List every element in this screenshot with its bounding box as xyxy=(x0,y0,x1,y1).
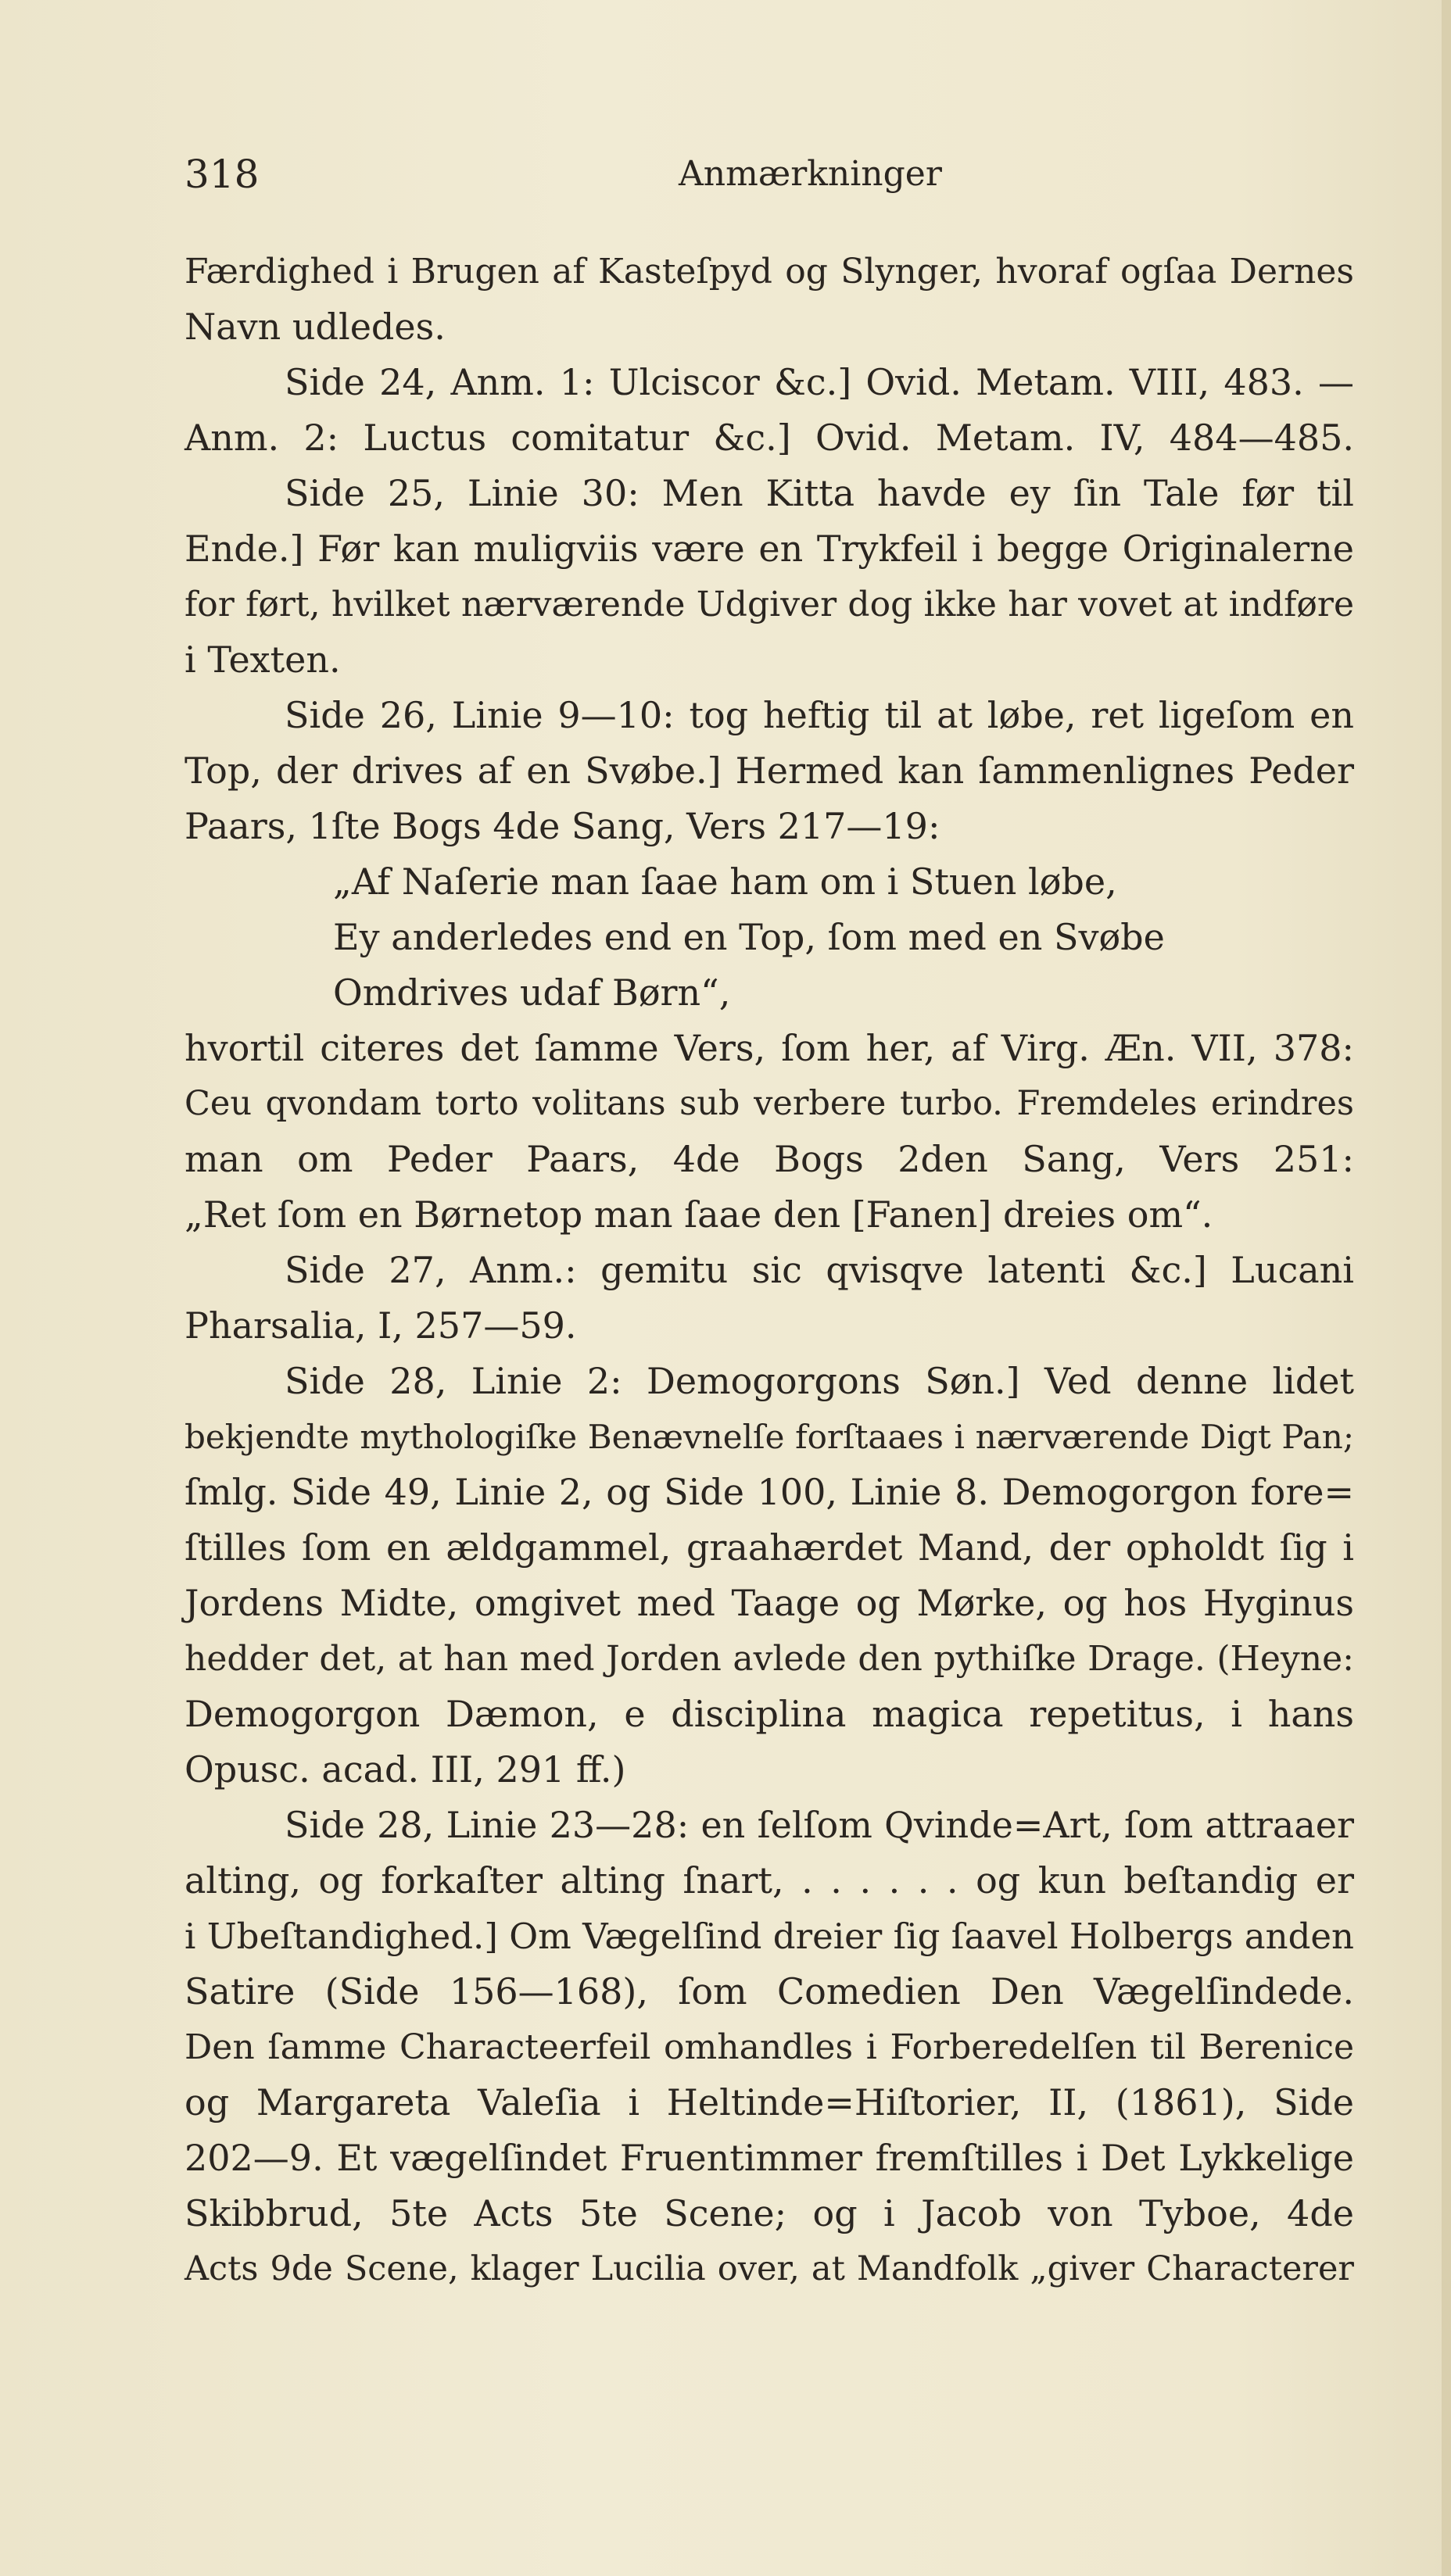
text-line: i Texten. xyxy=(185,639,341,681)
text-line: Side 26, Linie 9—10: tog heftig til at løbe, ret ligeſom en xyxy=(285,694,1354,736)
text-line: Demogorgon Dæmon, e disciplina magica repetitus, i hans xyxy=(185,1693,1354,1735)
text-line: Ey anderledes end en Top, ſom med en Svøbe xyxy=(333,916,1165,958)
text-line: Side 28, Linie 23—28: en ſelſom Qvinde=Art, ſom attraaer xyxy=(285,1804,1354,1846)
text-line: Side 24, Anm. 1: Ulciscor &c.] Ovid. Metam. VIII, 483. — xyxy=(285,361,1354,403)
text-line: og Margareta Valeſia i Heltinde=Hiſtorier, II, (1861), Side xyxy=(185,2081,1354,2123)
text-line: Ende.] Før kan muligviis være en Trykfeil i begge Originalerne xyxy=(185,528,1354,570)
text-line: Side 27, Anm.: gemitu sic qvisqve latenti &c.] Lucani xyxy=(285,1249,1354,1291)
page-gutter-shadow xyxy=(1442,0,1451,2576)
text-line: 202—9. Et vægelſindet Fruentimmer fremſtilles i Det Lykkelige xyxy=(185,2137,1354,2179)
text-line: Pharsalia, I, 257—59. xyxy=(185,1304,577,1347)
text-line: ſtilles ſom en ældgammel, graahærdet Mand, der opholdt ſig i xyxy=(185,1526,1354,1569)
text-line: hedder det, at han med Jorden avlede den pythiſke Drage. (Heyne: xyxy=(185,1639,1354,1679)
text-line: Side 28, Linie 2: Demogorgons Søn.] Ved denne lidet xyxy=(285,1360,1354,1402)
text-line: „Ret ſom en Børnetop man ſaae den [Fanen] dreies om“. xyxy=(185,1193,1213,1236)
page-header xyxy=(185,147,1357,202)
text-line: Paars, 1ſte Bogs 4de Sang, Vers 217—19: xyxy=(185,805,940,847)
text-line: Satire (Side 156—168), ſom Comedien Den Vægelſindede. xyxy=(185,1970,1354,2012)
text-line: „Af Naſerie man ſaae ham om i Stuen løbe, xyxy=(333,860,1117,903)
text-line: Jordens Midte, omgivet med Taage og Mørke, og hos Hyginus xyxy=(185,1582,1354,1624)
annotation-text xyxy=(185,244,1354,2297)
text-line: i Ubeſtandighed.] Om Vægelſind dreier ſig ſaavel Holbergs anden xyxy=(185,1916,1354,1957)
text-line: alting, og forkaſter alting ſnart, . . . . . . og kun beſtandig er xyxy=(185,1859,1354,1902)
text-line: Skibbrud, 5te Acts 5te Scene; og i Jacob von Tyboe, 4de xyxy=(185,2192,1354,2234)
text-line: Færdighed i Brugen af Kasteſpyd og Slynger, hvoraf ogſaa Dernes xyxy=(185,252,1354,292)
text-line: Acts 9de Scene, klager Lucilia over, at Mandfolk „giver Characterer xyxy=(185,2249,1354,2288)
page-number: 318 xyxy=(185,152,260,197)
text-line: ſmlg. Side 49, Linie 2, og Side 100, Linie 8. Demogorgon fore= xyxy=(185,1471,1354,1513)
text-line: bekjendte mythologiſke Benævnelſe forſtaaes i nærværende Digt Pan; xyxy=(185,1418,1354,1456)
text-line: Navn udledes. xyxy=(185,306,446,348)
running-head: Anmærkninger xyxy=(679,154,942,194)
text-line: Side 25, Linie 30: Men Kitta havde ey ſin Tale før til xyxy=(285,472,1354,514)
text-line: Omdrives udaf Børn“, xyxy=(333,971,731,1014)
text-line: Opusc. acad. III, 291 ff.) xyxy=(185,1748,626,1791)
text-line: man om Peder Paars, 4de Bogs 2den Sang, Vers 251: xyxy=(185,1138,1354,1180)
text-line: for ført, hvilket nærværende Udgiver dog ikke har vovet at indføre xyxy=(185,585,1354,624)
text-line: Anm. 2: Luctus comitatur &c.] Ovid. Metam. IV, 484—485. xyxy=(185,417,1354,459)
text-line: Den ſamme Characteerfeil omhandles i Forberedelſen til Berenice xyxy=(185,2027,1354,2067)
text-line: Top, der drives af en Svøbe.] Hermed kan ſammenlignes Peder xyxy=(185,750,1354,792)
text-line: Ceu qvondam torto volitans sub verbere turbo. Fremdeles erindres xyxy=(185,1084,1354,1123)
text-line: hvortil citeres det ſamme Vers, ſom her, af Virg. Æn. VII, 378: xyxy=(185,1027,1354,1069)
